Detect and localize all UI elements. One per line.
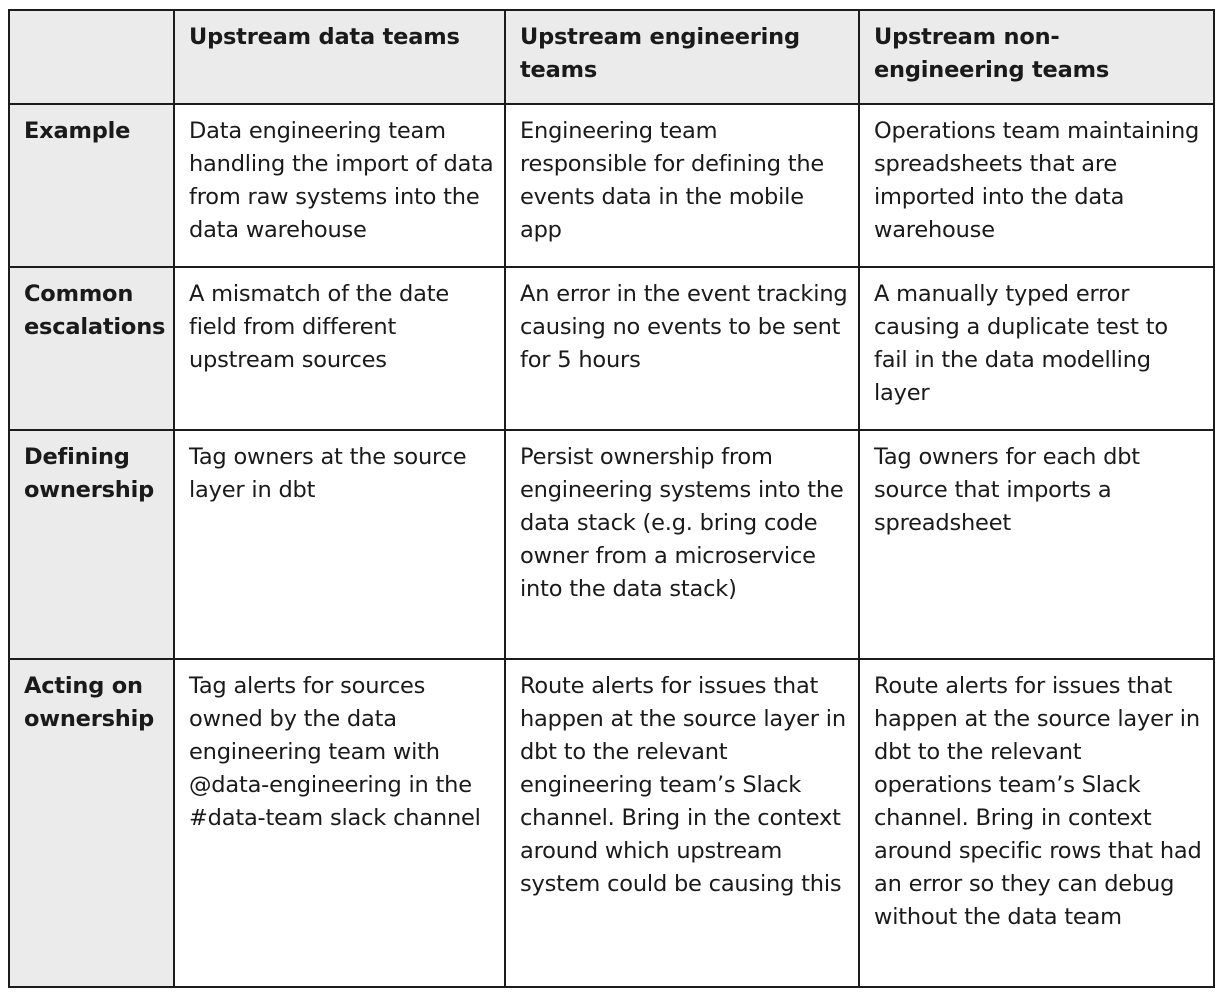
table-cell: Persist ownership from engineering systems into the data stack (e.g. bring code owner from a microservice into the data stack) [505,430,859,659]
row-header-defining-ownership: Defining ownership [9,430,174,659]
table-cell: A mismatch of the date field from different upstream sources [174,267,505,430]
table-cell: Route alerts for issues that happen at the source layer in dbt to the relevant engineering team’s Slack channel. Bring in the context around which upstream system could be causing this [505,659,859,987]
table-cell: Operations team maintaining spreadsheets that are imported into the data warehouse [859,104,1214,267]
table-cell: Engineering team responsible for defining the events data in the mobile app [505,104,859,267]
table-cell: Tag owners for each dbt source that imports a spreadsheet [859,430,1214,659]
column-header-upstream-data-teams: Upstream data teams [174,10,505,104]
row-header-example: Example [9,104,174,267]
table-cell: Data engineering team handling the import of data from raw systems into the data warehouse [174,104,505,267]
table-row-acting-on-ownership [9,659,1214,987]
table-cell: Tag owners at the source layer in dbt [174,430,505,659]
row-header-acting-on-ownership: Acting on ownership [9,659,174,987]
table-cell: An error in the event tracking causing no events to be sent for 5 hours [505,267,859,430]
corner-cell [9,10,174,104]
column-header-upstream-non-engineering-teams: Upstream non-engineering teams [859,10,1214,104]
table-row-defining-ownership [9,430,1214,659]
row-header-common-escalations: Common escalations [9,267,174,430]
table-cell: A manually typed error causing a duplicate test to fail in the data modelling layer [859,267,1214,430]
table-cell: Route alerts for issues that happen at the source layer in dbt to the relevant operations team’s Slack channel. Bring in context around specific rows that had an error so they can debug without the data team [859,659,1214,987]
header-row [9,10,1214,104]
table-cell: Tag alerts for sources owned by the data engineering team with @data-engineering in the #data-team slack channel [174,659,505,987]
table-row-common-escalations [9,267,1214,430]
ownership-table [8,9,1215,988]
column-header-upstream-engineering-teams: Upstream engineering teams [505,10,859,104]
table-row-example [9,104,1214,267]
